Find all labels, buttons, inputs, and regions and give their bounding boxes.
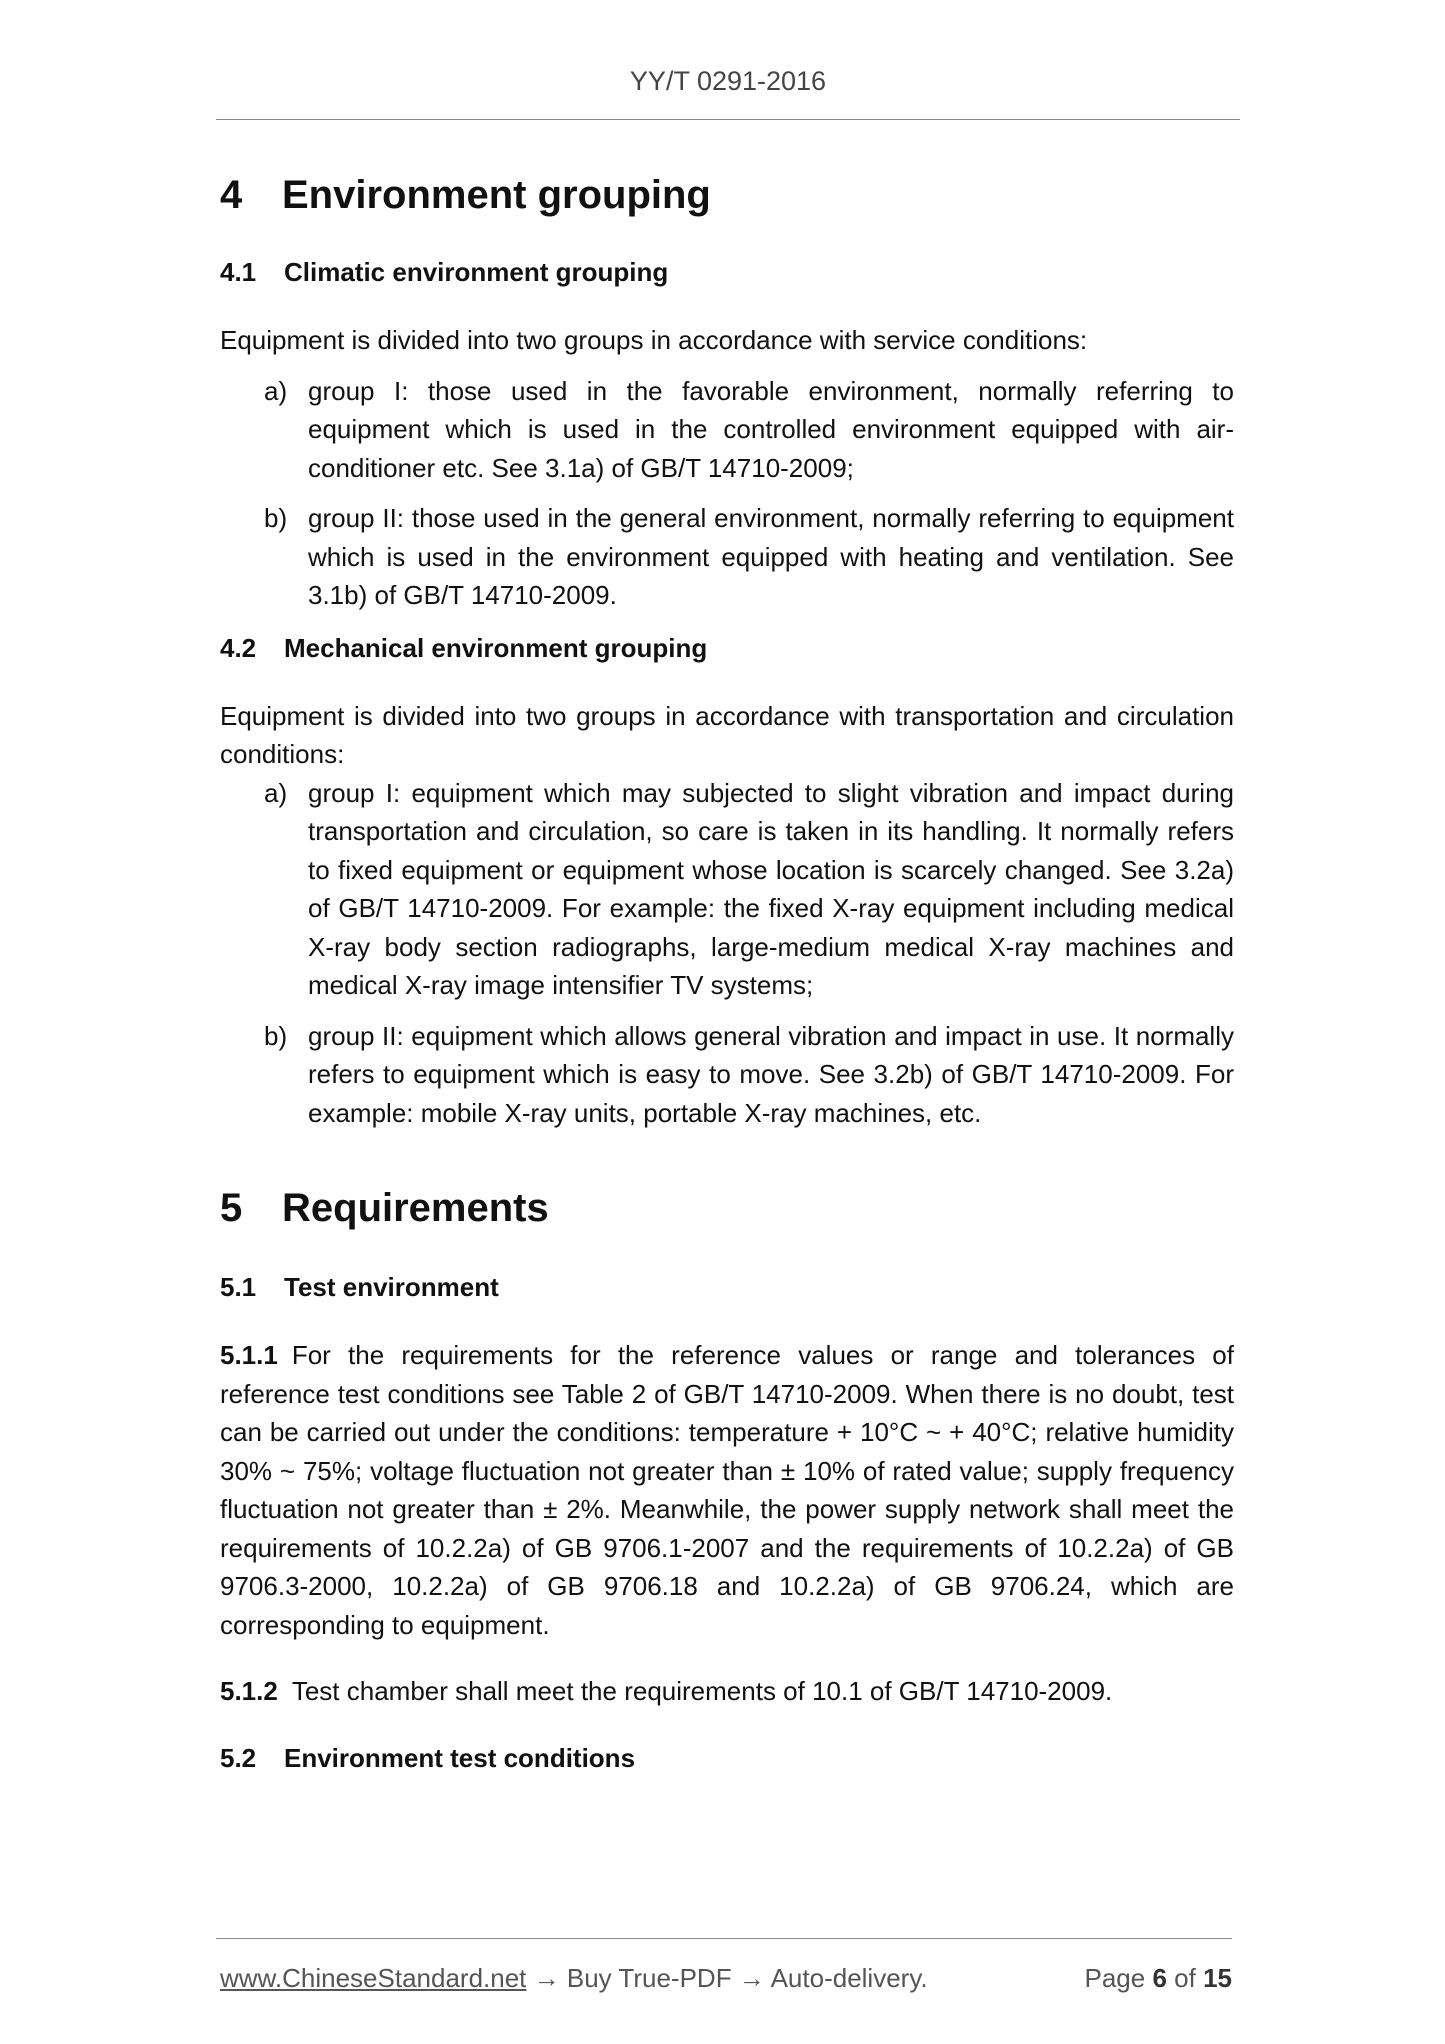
- list-marker: a): [264, 375, 288, 406]
- list-marker: b): [264, 1020, 288, 1051]
- list-item: [220, 1017, 1234, 1133]
- document-code-header: YY/T 0291-2016: [629, 66, 827, 96]
- paragraph-4-2-intro: Equipment is divided into two groups in accordance with transportation and circulation conditions:: [220, 700, 1234, 769]
- clause-5-1-2: [220, 1672, 1234, 1711]
- list-item-text: group II: equipment which allows general vibration and impact in use. It normally refers to equipment which is easy to move. See 3.2b) of GB/T 14710-2009. For example: mobile X-ray units, portable X-ray machines, etc.: [308, 1020, 1234, 1128]
- clause-text: For the requirements for the reference values or range and tolerances of reference test conditions see Table 2 of GB/T 14710-2009. When there is no doubt, test can be carried out under the conditions: temperature + 10°C ~ + 40°C; relative humidity 30% ~ 75%; voltage fluctuation not greater than ± 10% of rated value; supply frequency fluctuation not greater than ± 2%. Meanwhile, the power supply network shall meet the requirements of 10.2.2a) of GB 9706.1-2007 and the requirements of 10.2.2a) of GB 9706.3-2000, 10.2.2a) of GB 9706.18 and 10.2.2a) of GB 9706.24, which are corresponding to equipment.: [220, 1340, 1234, 1640]
- clause-5-1-1: [220, 1336, 1234, 1644]
- header-divider: [216, 119, 1240, 120]
- section-number: 5: [220, 1186, 243, 1230]
- page-of-label: of: [1174, 1963, 1196, 1993]
- list-item: [220, 499, 1234, 615]
- page-label: Page: [1084, 1963, 1146, 1993]
- paragraph-4-1-intro: Equipment is divided into two groups in accordance with service conditions:: [220, 325, 1088, 355]
- footer-divider: [216, 1938, 1232, 1939]
- section-5-heading: [220, 1178, 1234, 1238]
- section-number: 4: [220, 173, 243, 217]
- list-item-text: group II: those used in the general environment, normally referring to equipment which is used in the environment equipped with heating and ventilation. See 3.1b) of GB/T 14710-2009.: [308, 503, 1234, 610]
- page-current: 6: [1152, 1963, 1167, 1993]
- subsection-number: 5.1: [220, 1272, 257, 1302]
- list-item: [220, 774, 1234, 1005]
- subsection-4-1-heading: [220, 253, 1234, 291]
- subsection-number: 4.2: [220, 632, 257, 663]
- promo-text: → Buy True-PDF → Auto-delivery.: [533, 1963, 928, 1993]
- page-indicator: [1084, 1960, 1232, 1996]
- section-title: Requirements: [282, 1186, 549, 1230]
- list-item: [220, 372, 1234, 488]
- list-marker: b): [264, 503, 288, 533]
- subsection-title: Climatic environment grouping: [284, 257, 669, 287]
- subsection-title: Test environment: [284, 1272, 499, 1302]
- site-link[interactable]: www.ChineseStandard.net: [220, 1963, 527, 1993]
- subsection-number: 4.1: [220, 257, 257, 287]
- page-footer: [220, 1960, 1232, 1996]
- subsection-4-2-heading: [220, 629, 1234, 667]
- subsection-5-2-heading: [220, 1739, 1234, 1777]
- list-4-2: [220, 774, 1234, 1133]
- subsection-title: Environment test conditions: [284, 1742, 636, 1773]
- list-4-1: [220, 372, 1234, 615]
- clause-number: 5.1.2: [220, 1676, 278, 1706]
- page-total: 15: [1203, 1963, 1232, 1993]
- list-item-text: group I: those used in the favorable environment, normally referring to equipment which is used in the controlled environment equipped with air-conditioner etc. See 3.1a) of GB/T 14710-2009;: [308, 375, 1234, 483]
- clause-number: 5.1.1: [220, 1340, 278, 1370]
- subsection-5-1-heading: [220, 1268, 1234, 1306]
- section-title: Environment grouping: [282, 173, 711, 217]
- list-item-text: group I: equipment which may subjected to slight vibration and impact during transportation and circulation, so care is taken in its handling. It normally refers to fixed equipment or equipment whose location is scarcely changed. See 3.2a) of GB/T 14710-2009. For example: the fixed X-ray equipment including medical X-ray body section radiographs, large-medium medical X-ray machines and medical X-ray image intensifier TV systems;: [308, 777, 1234, 1000]
- document-body: [220, 165, 1234, 1777]
- clause-text: Test chamber shall meet the requirements of 10.1 of GB/T 14710-2009.: [291, 1676, 1113, 1706]
- subsection-title: Mechanical environment grouping: [284, 632, 708, 663]
- subsection-number: 5.2: [220, 1742, 257, 1773]
- section-4-heading: [220, 165, 1234, 225]
- list-marker: a): [264, 777, 288, 808]
